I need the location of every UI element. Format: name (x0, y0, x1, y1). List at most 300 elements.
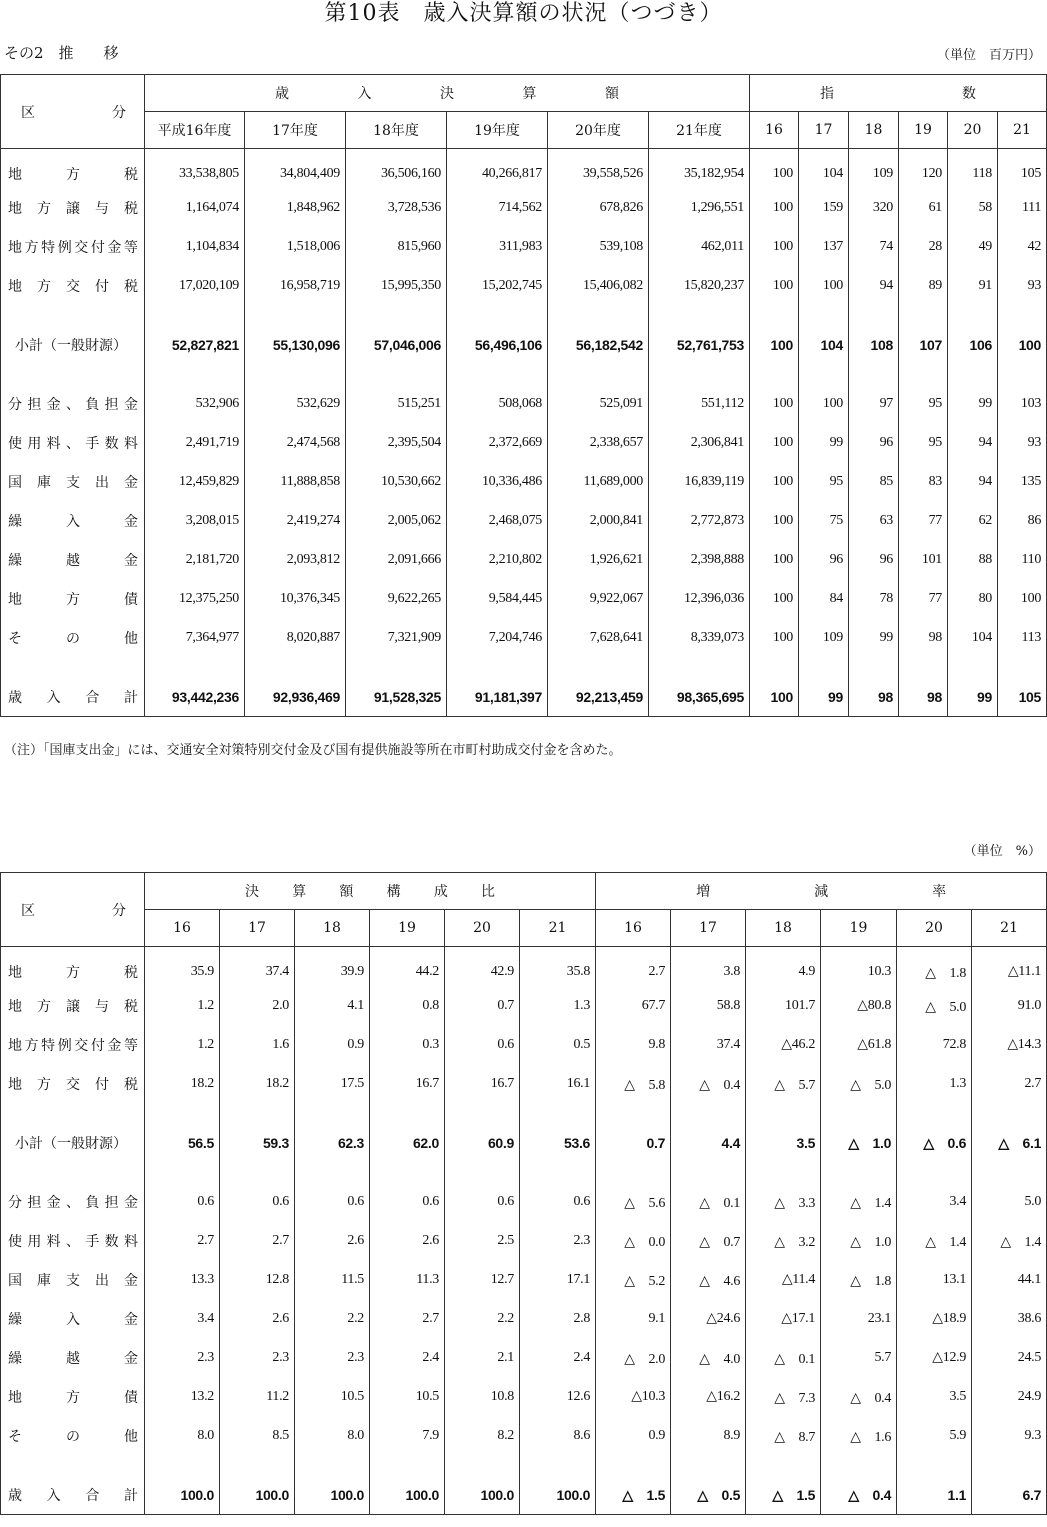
spacer-cell (596, 1103, 671, 1123)
table-cell: 105 (998, 149, 1047, 189)
spacer-cell (520, 1455, 596, 1475)
spacer-cell (649, 305, 750, 325)
year-header: 21年度 (649, 112, 750, 149)
table-cell: 24.9 (972, 1377, 1047, 1416)
row-label: 繰入金 (1, 501, 145, 540)
table-row (1, 1064, 1047, 1103)
spacer-cell (370, 1162, 445, 1182)
table-cell: 74 (849, 227, 899, 266)
table-cell: 95 (799, 462, 849, 501)
table-cell: 12,396,036 (649, 579, 750, 618)
spacer-cell (145, 1455, 220, 1475)
table-cell: 100 (750, 266, 799, 305)
table-cell: 6.7 (972, 1475, 1047, 1515)
table-cell: 8.2 (445, 1416, 520, 1455)
table-cell: 11.2 (220, 1377, 295, 1416)
spacer-cell (145, 657, 245, 677)
index-year-header: 20 (948, 112, 998, 149)
spacer-cell (445, 1455, 520, 1475)
table-cell: 13.1 (897, 1260, 972, 1299)
year-header: 20年度 (548, 112, 649, 149)
table-cell: 16,958,719 (245, 266, 346, 305)
row-label: 地方特例交付金等 (1, 1025, 145, 1064)
table-cell: 84 (799, 579, 849, 618)
table-cell: 100 (750, 462, 799, 501)
table-cell: △61.8 (821, 1025, 897, 1064)
spacer-cell (447, 305, 548, 325)
table-cell: 35.8 (520, 947, 596, 987)
table-cell: 42.9 (445, 947, 520, 987)
table-cell: 11.3 (370, 1260, 445, 1299)
year-header: 18 (746, 910, 821, 947)
table-cell: 508,068 (447, 384, 548, 423)
spacer-cell (948, 364, 998, 384)
table-cell: △ 0.7 (671, 1221, 746, 1260)
table-row (1, 1221, 1047, 1260)
table-cell: △ 1.6 (821, 1416, 897, 1455)
table-row (1, 1475, 1047, 1515)
table-cell: △ 0.4 (671, 1064, 746, 1103)
table-cell: 2.6 (220, 1299, 295, 1338)
spacer-cell (447, 657, 548, 677)
table-cell: 15,820,237 (649, 266, 750, 305)
table-cell: 72.8 (897, 1025, 972, 1064)
table-cell: 1,164,074 (145, 188, 245, 227)
table-cell: 9.1 (596, 1299, 671, 1338)
table-cell: 109 (849, 149, 899, 189)
table-cell: △16.2 (671, 1377, 746, 1416)
table-cell: 2.1 (445, 1338, 520, 1377)
table-cell: 103 (998, 384, 1047, 423)
row-label: 地方交付税 (1, 1064, 145, 1103)
table-cell: 17,020,109 (145, 266, 245, 305)
table-row (1, 1299, 1047, 1338)
table-cell: △ 3.3 (746, 1182, 821, 1221)
table-cell: 100 (998, 325, 1047, 364)
table-cell: △12.9 (897, 1338, 972, 1377)
table-cell: 100 (750, 149, 799, 189)
table-cell: 100 (750, 618, 799, 657)
table-cell: 7,628,641 (548, 618, 649, 657)
table-cell: 11,888,858 (245, 462, 346, 501)
table-cell: 100.0 (295, 1475, 370, 1515)
table-row (1, 1260, 1047, 1299)
spacer-cell (897, 1103, 972, 1123)
table-cell: 16,839,119 (649, 462, 750, 501)
year-header: 17 (671, 910, 746, 947)
table-cell: 2.0 (220, 986, 295, 1025)
table-cell: 8.9 (671, 1416, 746, 1455)
table-cell: 10,336,486 (447, 462, 548, 501)
table-cell: 12,375,250 (145, 579, 245, 618)
table-cell: 17.1 (520, 1260, 596, 1299)
table-cell: 37.4 (220, 947, 295, 987)
table-cell: △11.4 (746, 1260, 821, 1299)
spacer-row (1, 657, 1047, 677)
table-cell: 59.3 (220, 1123, 295, 1162)
table-cell: 2.2 (295, 1299, 370, 1338)
spacer-cell (998, 657, 1047, 677)
table-cell: △ 0.1 (671, 1182, 746, 1221)
table-cell: 9.3 (972, 1416, 1047, 1455)
table-cell: 320 (849, 188, 899, 227)
table-cell: 56,496,106 (447, 325, 548, 364)
table-cell: 96 (849, 423, 899, 462)
row-label: 小計（一般財源） (1, 1123, 145, 1162)
table-cell: 100 (750, 227, 799, 266)
table-cell: 7.9 (370, 1416, 445, 1455)
spacer-cell (145, 1162, 220, 1182)
table-cell: 96 (849, 540, 899, 579)
table-cell: 98 (849, 677, 899, 717)
table-cell: 2.7 (145, 1221, 220, 1260)
table-cell: 3.4 (897, 1182, 972, 1221)
table-cell: 0.6 (520, 1182, 596, 1221)
row-label: 分担金、負担金 (1, 384, 145, 423)
table-row (1, 540, 1047, 579)
table-cell: 94 (849, 266, 899, 305)
table-cell: 35,182,954 (649, 149, 750, 189)
table-cell: 2,005,062 (346, 501, 447, 540)
table-cell: 113 (998, 618, 1047, 657)
year-header: 18年度 (346, 112, 447, 149)
spacer-cell (596, 1455, 671, 1475)
year-header: 20 (897, 910, 972, 947)
table-cell: 80 (948, 579, 998, 618)
table-cell: 2,419,274 (245, 501, 346, 540)
table-cell: 9,622,265 (346, 579, 447, 618)
table-cell: 515,251 (346, 384, 447, 423)
row-label: 分担金、負担金 (1, 1182, 145, 1221)
table-cell: 2,772,873 (649, 501, 750, 540)
table-cell: 44.2 (370, 947, 445, 987)
spacer-cell (746, 1455, 821, 1475)
table-cell: △ 0.0 (596, 1221, 671, 1260)
table-cell: 1,104,834 (145, 227, 245, 266)
spacer-cell (548, 305, 649, 325)
table-cell: 62.3 (295, 1123, 370, 1162)
spacer-cell (897, 1455, 972, 1475)
spacer-cell (1, 657, 145, 677)
page-title: 第10表 歳入決算額の状況（つづき） (324, 1, 723, 26)
table-cell: 100 (750, 501, 799, 540)
spacer-cell (849, 364, 899, 384)
table-cell: 0.7 (596, 1123, 671, 1162)
year-header: 16 (596, 910, 671, 947)
table-cell: 1,518,006 (245, 227, 346, 266)
table-cell: △ 1.8 (897, 947, 972, 987)
table-cell: 52,761,753 (649, 325, 750, 364)
table-cell: 24.5 (972, 1338, 1047, 1377)
spacer-cell (746, 1162, 821, 1182)
year-header: 19 (821, 910, 897, 947)
table-cell: 58.8 (671, 986, 746, 1025)
table-cell: △ 7.3 (746, 1377, 821, 1416)
spacer-cell (245, 364, 346, 384)
table-cell: 2.3 (220, 1338, 295, 1377)
table-cell: 3,728,536 (346, 188, 447, 227)
corner-header: 区 分 (1, 873, 145, 947)
table-cell: 49 (948, 227, 998, 266)
table-cell: 91,181,397 (447, 677, 548, 717)
table-cell: 2,181,720 (145, 540, 245, 579)
table-cell: 95 (899, 384, 948, 423)
row-label: 繰越金 (1, 540, 145, 579)
table-cell: 11.5 (295, 1260, 370, 1299)
table-cell: 63 (849, 501, 899, 540)
spacer-cell (548, 364, 649, 384)
table-cell: 93,442,236 (145, 677, 245, 717)
table-cell: 135 (998, 462, 1047, 501)
year-header: 16 (145, 910, 220, 947)
table-cell: 5.0 (972, 1182, 1047, 1221)
table-cell: 98,365,695 (649, 677, 750, 717)
table-cell: 40,266,817 (447, 149, 548, 189)
table-cell: △ 1.8 (821, 1260, 897, 1299)
year-header: 19年度 (447, 112, 548, 149)
table-cell: 100.0 (520, 1475, 596, 1515)
table-row (1, 1025, 1047, 1064)
table-cell: 55,130,096 (245, 325, 346, 364)
table-cell: △ 1.0 (821, 1123, 897, 1162)
table-cell: 52,827,821 (145, 325, 245, 364)
table-cell: 7,204,746 (447, 618, 548, 657)
table-cell: △ 1.5 (746, 1475, 821, 1515)
year-header: 20 (445, 910, 520, 947)
table-cell: 12.6 (520, 1377, 596, 1416)
table-cell: 4.1 (295, 986, 370, 1025)
table-cell: 61 (899, 188, 948, 227)
table-row (1, 1338, 1047, 1377)
table-cell: △18.9 (897, 1299, 972, 1338)
table-cell: 5.9 (897, 1416, 972, 1455)
table-row (1, 325, 1047, 364)
table-cell: 1.2 (145, 986, 220, 1025)
section-subtitle: その2 推 移 (4, 44, 119, 62)
table-cell: 99 (799, 677, 849, 717)
table-cell: 0.9 (596, 1416, 671, 1455)
table-cell: 0.5 (520, 1025, 596, 1064)
spacer-cell (821, 1103, 897, 1123)
table-cell: 62 (948, 501, 998, 540)
table-row (1, 384, 1047, 423)
group-header-index: 指 数 (750, 75, 1047, 112)
table-cell: 78 (849, 579, 899, 618)
spacer-cell (750, 657, 799, 677)
table-cell: 96 (799, 540, 849, 579)
table-cell: 0.6 (445, 1182, 520, 1221)
table-cell: 1,926,621 (548, 540, 649, 579)
table-cell: 551,112 (649, 384, 750, 423)
table-cell: 77 (899, 501, 948, 540)
table-cell: 39,558,526 (548, 149, 649, 189)
row-label: 歳入合計 (1, 677, 145, 717)
table-cell: △ 2.0 (596, 1338, 671, 1377)
table-cell: 100 (750, 423, 799, 462)
table-cell: 91,528,325 (346, 677, 447, 717)
table-cell: △ 3.2 (746, 1221, 821, 1260)
spacer-cell (799, 305, 849, 325)
table-cell: 62.0 (370, 1123, 445, 1162)
table-row (1, 1182, 1047, 1221)
table-cell: 100 (750, 579, 799, 618)
table-cell: 109 (799, 618, 849, 657)
table-cell: 1.3 (897, 1064, 972, 1103)
spacer-cell (750, 305, 799, 325)
table-cell: 56,182,542 (548, 325, 649, 364)
table-cell: 1,848,962 (245, 188, 346, 227)
table-cell: 3,208,015 (145, 501, 245, 540)
table-cell: 0.6 (370, 1182, 445, 1221)
table-cell: 100 (799, 266, 849, 305)
table-cell: 35.9 (145, 947, 220, 987)
table-cell: △ 4.6 (671, 1260, 746, 1299)
table-cell: 0.6 (445, 1025, 520, 1064)
row-label: その他 (1, 1416, 145, 1455)
spacer-cell (649, 364, 750, 384)
spacer-cell (1, 364, 145, 384)
table-row (1, 227, 1047, 266)
table-cell: 36,506,160 (346, 149, 447, 189)
spacer-row (1, 1162, 1047, 1182)
spacer-cell (948, 657, 998, 677)
table-cell: 2.7 (596, 947, 671, 987)
year-header: 18 (295, 910, 370, 947)
year-header: 平成16年度 (145, 112, 245, 149)
spacer-cell (897, 1162, 972, 1182)
table-cell: 532,906 (145, 384, 245, 423)
row-label: 繰越金 (1, 1338, 145, 1377)
row-label: 国庫支出金 (1, 1260, 145, 1299)
table-cell: 92,936,469 (245, 677, 346, 717)
table-cell: 815,960 (346, 227, 447, 266)
spacer-cell (245, 305, 346, 325)
table-cell: 99 (948, 384, 998, 423)
table-cell: 2,306,841 (649, 423, 750, 462)
table-cell: 56.5 (145, 1123, 220, 1162)
table-cell: 100.0 (445, 1475, 520, 1515)
row-label: 地方譲与税 (1, 986, 145, 1025)
table-cell: 120 (899, 149, 948, 189)
spacer-cell (821, 1455, 897, 1475)
table-cell: 118 (948, 149, 998, 189)
table-cell: 11,689,000 (548, 462, 649, 501)
group-header-ratio: 決 算 額 構 成 比 (145, 873, 596, 910)
spacer-cell (295, 1455, 370, 1475)
table-cell: 0.6 (295, 1182, 370, 1221)
table-cell: 57,046,006 (346, 325, 447, 364)
table-cell: 4.4 (671, 1123, 746, 1162)
table-cell: 1.3 (520, 986, 596, 1025)
table-cell: 77 (899, 579, 948, 618)
table-cell: 12.8 (220, 1260, 295, 1299)
table-cell: △ 1.0 (821, 1221, 897, 1260)
table-cell: 15,995,350 (346, 266, 447, 305)
table-cell: 2.4 (520, 1338, 596, 1377)
table-cell: 2.6 (370, 1221, 445, 1260)
table-cell: 12.7 (445, 1260, 520, 1299)
spacer-cell (220, 1103, 295, 1123)
table-cell: 4.9 (746, 947, 821, 987)
spacer-cell (520, 1103, 596, 1123)
table-cell: 99 (799, 423, 849, 462)
table-cell: 8,339,073 (649, 618, 750, 657)
spacer-cell (445, 1103, 520, 1123)
row-label: 使用料、手数料 (1, 423, 145, 462)
table-cell: 104 (948, 618, 998, 657)
year-header: 19 (370, 910, 445, 947)
table-row (1, 462, 1047, 501)
table-cell: 2,395,504 (346, 423, 447, 462)
unit-label-amount: （単位 百万円） (936, 48, 1041, 63)
spacer-cell (998, 364, 1047, 384)
table-cell: 18.2 (220, 1064, 295, 1103)
table-cell: 100.0 (220, 1475, 295, 1515)
spacer-cell (799, 657, 849, 677)
index-year-header: 21 (998, 112, 1047, 149)
table-cell: 98 (899, 618, 948, 657)
table-cell: 101 (899, 540, 948, 579)
table-cell: 100 (750, 325, 799, 364)
table-cell: 28 (899, 227, 948, 266)
table-cell: 16.7 (370, 1064, 445, 1103)
table-cell: △ 4.0 (671, 1338, 746, 1377)
spacer-cell (145, 364, 245, 384)
table-cell: 2.8 (520, 1299, 596, 1338)
table-row (1, 188, 1047, 227)
spacer-cell (899, 657, 948, 677)
table-row (1, 1123, 1047, 1162)
row-label: 地方債 (1, 1377, 145, 1416)
table-cell: 88 (948, 540, 998, 579)
spacer-cell (596, 1162, 671, 1182)
revenue-amount-table (0, 74, 1047, 717)
footnote: （注）「国庫支出金」には、交通安全対策特別交付金及び国有提供施設等所在市町村助成交付金を含めた。 (4, 743, 622, 758)
table-cell: △ 5.6 (596, 1182, 671, 1221)
spacer-row (1, 1455, 1047, 1475)
spacer-cell (447, 364, 548, 384)
table-cell: △ 0.4 (821, 1475, 897, 1515)
spacer-cell (671, 1162, 746, 1182)
table-cell: 85 (849, 462, 899, 501)
row-label: 使用料、手数料 (1, 1221, 145, 1260)
table-cell: 2.3 (295, 1338, 370, 1377)
table-cell: 525,091 (548, 384, 649, 423)
table-cell: 9,584,445 (447, 579, 548, 618)
table-cell: 53.6 (520, 1123, 596, 1162)
table-cell: 1.1 (897, 1475, 972, 1515)
table-cell: 111 (998, 188, 1047, 227)
table-cell: 86 (998, 501, 1047, 540)
spacer-cell (821, 1162, 897, 1182)
table-cell: 94 (948, 462, 998, 501)
table-cell: △ 5.0 (897, 986, 972, 1025)
table-cell: 7,364,977 (145, 618, 245, 657)
table-cell: △10.3 (596, 1377, 671, 1416)
year-header: 21 (972, 910, 1047, 947)
table-cell: 2,338,657 (548, 423, 649, 462)
spacer-cell (1, 305, 145, 325)
index-year-header: 16 (750, 112, 799, 149)
table-cell: 10.8 (445, 1377, 520, 1416)
table-cell: 37.4 (671, 1025, 746, 1064)
table-cell: △14.3 (972, 1025, 1047, 1064)
spacer-cell (245, 657, 346, 677)
table-cell: 13.3 (145, 1260, 220, 1299)
table-cell: △ 5.8 (596, 1064, 671, 1103)
table-cell: 104 (799, 149, 849, 189)
table-cell: 106 (948, 325, 998, 364)
